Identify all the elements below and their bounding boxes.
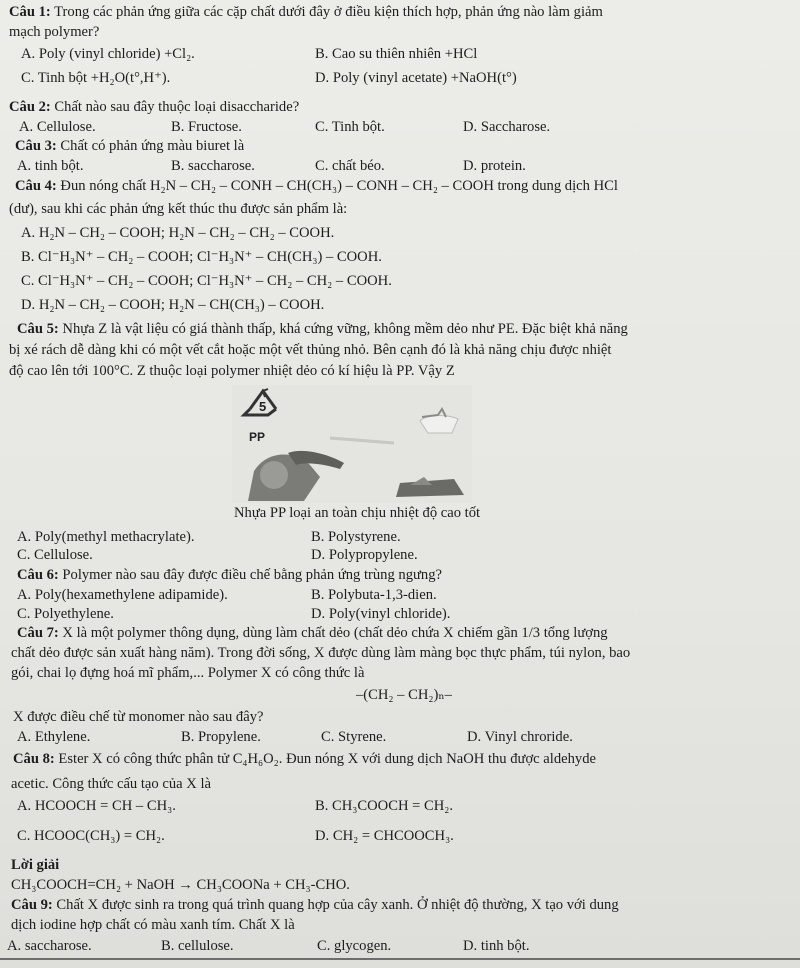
q6-option-d: D. Poly(vinyl chloride).	[311, 606, 451, 622]
solution-equation: CH₃COOCH=CH₂ + NaOH → CH₃COONa + CH₃-CHO.	[11, 877, 350, 893]
q3-option-a: A. tinh bột.	[17, 158, 84, 174]
q7-option-d: D. Vinyl chroride.	[467, 729, 573, 745]
q7-option-a: A. Ethylene.	[17, 729, 91, 745]
q8-label: Câu 8:	[13, 751, 55, 767]
q4-text: Đun nóng chất H₂N – CH₂ – CONH – CH(CH₃) – CONH – CH₂ – COOH trong dung dịch HCl	[60, 178, 618, 194]
q5-label: Câu 5:	[17, 321, 59, 337]
q5-option-a: A. Poly(methyl methacrylate).	[17, 529, 195, 545]
q4-option-b: B. Cl⁻H₃N⁺ – CH₂ – COOH; Cl⁻H₃N⁺ – CH(CH₃) – COOH.	[21, 249, 382, 265]
q2-option-c: C. Tinh bột.	[315, 119, 385, 135]
q3-stem	[15, 137, 244, 155]
q1-option-d: D. Poly (vinyl acetate) +NaOH(t°)	[315, 70, 517, 86]
q4-stem-line2: (dư), sau khi các phản ứng kết thúc thu được sản phẩm là:	[9, 201, 348, 217]
q1-text: Trong các phản ứng giữa các cặp chất dưới đây ở điều kiện thích hợp, phản ứng nào làm giảm	[54, 4, 603, 20]
q7-option-c: C. Styrene.	[321, 729, 387, 745]
q5-text: Nhựa Z là vật liệu có giá thành thấp, khá cứng vững, không mềm dẻo như PE. Đặc biệt khả năng	[62, 321, 628, 337]
q9-option-b: B. cellulose.	[161, 938, 234, 954]
q4-option-a: A. H₂N – CH₂ – COOH; H₂N – CH₂ – CH₂ – COOH.	[21, 225, 335, 241]
q2-option-a: A. Cellulose.	[19, 119, 96, 135]
q3-option-d: D. protein.	[463, 158, 526, 174]
q6-label: Câu 6:	[17, 567, 59, 583]
q4-option-d: D. H₂N – CH₂ – COOH; H₂N – CH(CH₃) – COOH.	[21, 297, 325, 313]
q4-option-c: C. Cl⁻H₃N⁺ – CH₂ – COOH; Cl⁻H₃N⁺ – CH₂ – CH₂ – COOH.	[21, 273, 392, 289]
q6-stem	[17, 566, 442, 584]
q9-stem-line2: dịch iodine hợp chất có màu xanh tím. Chất X là	[11, 917, 295, 933]
q3-text: Chất có phản ứng màu biuret là	[60, 138, 245, 154]
q4-stem-line1	[15, 177, 618, 195]
q2-option-b: B. Fructose.	[171, 119, 242, 135]
q5-option-b: B. Polystyrene.	[311, 529, 401, 545]
recycle-number: 5	[259, 399, 267, 414]
q1-option-b: B. Cao su thiên nhiên +HCl	[315, 46, 478, 62]
q1-stem-line1	[9, 3, 603, 21]
q1-option-c: C. Tinh bột +H₂O(t°,H⁺).	[21, 70, 171, 86]
q2-stem	[9, 98, 299, 116]
q5-option-c: C. Cellulose.	[17, 547, 93, 563]
q5-stem-line3: độ cao lên tới 100°C. Z thuộc loại polymer nhiệt dẻo có kí hiệu là PP. Vậy Z	[9, 363, 455, 379]
q8-option-d: D. CH₂ = CHCOOCH₃.	[315, 828, 454, 844]
q7-stem-line4: X được điều chế từ monomer nào sau đây?	[13, 709, 264, 725]
q5-option-d: D. Polypropylene.	[311, 547, 418, 563]
q6-option-a: A. Poly(hexamethylene adipamide).	[17, 587, 228, 603]
q9-option-a: A. saccharose.	[7, 938, 92, 954]
q3-option-c: C. chất béo.	[315, 158, 385, 174]
q3-label: Câu 3:	[15, 138, 57, 154]
recycle-code: PP	[249, 430, 266, 444]
q1-stem-line2: mạch polymer?	[9, 24, 100, 40]
q5-stem-line2: bị xé rách dễ dàng khi có một vết cắt hoặc một vết thủng nhỏ. Bên cạnh đó là khả năng chịu được nhiệt	[9, 342, 612, 358]
bottom-divider	[0, 958, 800, 960]
q6-text: Polymer nào sau đây được điều chế bằng phản ứng trùng ngưng?	[62, 567, 443, 583]
q4-label: Câu 4:	[15, 178, 57, 194]
q7-option-b: B. Propylene.	[181, 729, 261, 745]
q8-option-a: A. HCOOCH = CH – CH₃.	[17, 798, 176, 814]
q9-option-d: D. tinh bột.	[463, 938, 530, 954]
q2-label: Câu 2:	[9, 99, 51, 115]
q8-text: Ester X có công thức phân tử C₄H₆O₂. Đun nóng X với dung dịch NaOH thu được aldehyde	[58, 751, 596, 767]
q2-text: Chất nào sau đây thuộc loại disaccharide?	[54, 99, 300, 115]
q9-option-c: C. glycogen.	[317, 938, 392, 954]
pp-plastic-figure	[232, 385, 472, 503]
q6-option-b: B. Polybuta-1,3-dien.	[311, 587, 437, 603]
q3-option-b: B. saccharose.	[171, 158, 255, 174]
q7-stem-line2: chất dẻo được sản xuất hàng năm). Trong đời sống, X được dùng làm màng bọc thực phẩm, túi nylon, bao	[11, 645, 631, 661]
q1-label: Câu 1:	[9, 4, 51, 20]
q7-stem-line1	[17, 624, 608, 642]
q9-text: Chất X được sinh ra trong quá trình quang hợp của cây xanh. Ở nhiệt độ thường, X tạo với dung	[56, 897, 619, 913]
q8-option-b: B. CH₃COOCH = CH₂.	[315, 798, 454, 814]
q8-option-c: C. HCOOC(CH₃) = CH₂.	[17, 828, 165, 844]
solution-title: Lời giải	[11, 857, 60, 873]
q7-text: X là một polymer thông dụng, dùng làm chất dẻo (chất dẻo chứa X chiếm gần 1/3 tổng lượng	[62, 625, 608, 641]
q1-option-a: A. Poly (vinyl chloride) +Cl₂.	[21, 46, 195, 62]
figure-caption: Nhựa PP loại an toàn chịu nhiệt độ cao tốt	[234, 505, 481, 521]
pp-recycling-image	[232, 385, 472, 503]
q2-option-d: D. Saccharose.	[463, 119, 551, 135]
q8-stem-line1	[13, 750, 596, 768]
q8-stem-line2: acetic. Công thức cấu tạo của X là	[11, 776, 211, 792]
q6-option-c: C. Polyethylene.	[17, 606, 114, 622]
q7-label: Câu 7:	[17, 625, 59, 641]
q7-stem-line3: gói, chai lọ đựng hoá mĩ phẩm,... Polymer X có công thức là	[11, 665, 365, 681]
q9-stem-line1	[11, 896, 619, 914]
q9-label: Câu 9:	[11, 897, 53, 913]
q5-stem-line1	[17, 320, 628, 338]
polymer-formula: –(CH₂ – CH₂)ₙ–	[356, 687, 452, 703]
